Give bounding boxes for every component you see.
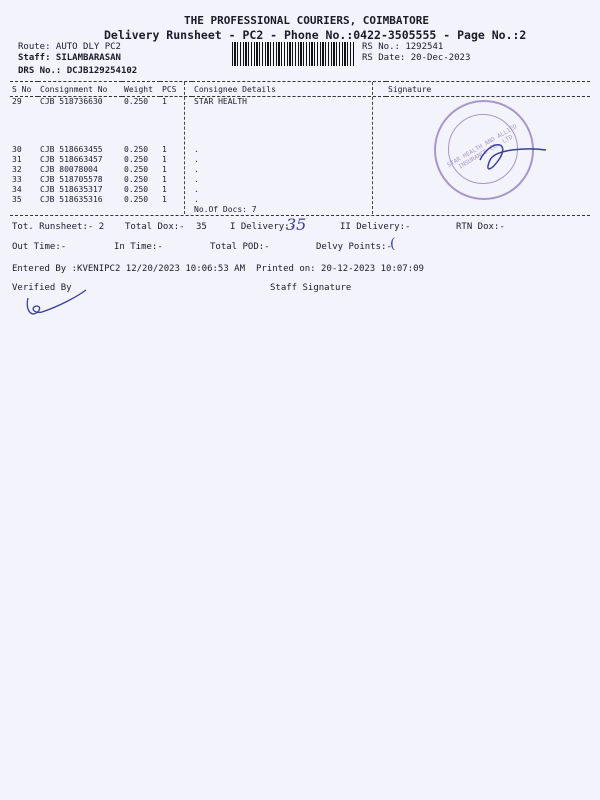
drs-number: DRS No.: DCJB129254102 — [18, 66, 138, 76]
cell-weight: 0.250 — [124, 164, 149, 174]
cell-weight: 0.250 — [124, 154, 149, 164]
cell-sno: 30 — [12, 144, 22, 154]
cell-sno: 33 — [12, 174, 22, 184]
delvy-points: Delvy Points:- — [316, 242, 392, 252]
cell-weight: 0.250 — [124, 97, 149, 106]
signature-column-divider — [372, 82, 373, 214]
cell-pcs: 1 — [162, 154, 167, 164]
cell-consignee: . — [194, 144, 199, 154]
col-signature: Signature — [386, 82, 590, 97]
rs-date: RS Date: 20-Dec-2023 — [362, 53, 471, 63]
i-delivery-label: I Delivery:- — [230, 222, 296, 232]
cell-consignment: CJB 518663455 — [40, 144, 103, 154]
cell-consignment: CJB 518736630 — [40, 97, 103, 106]
runsheet-title: Delivery Runsheet - PC2 - Phone No.:0422-3505555 - Page No.:2 — [104, 28, 527, 42]
cell-consignee: . — [194, 164, 199, 174]
stamp-handwritten-mark — [470, 130, 550, 180]
table-header-row — [10, 82, 590, 97]
barcode — [232, 42, 354, 66]
cell-consignment: CJB 518705578 — [40, 174, 103, 184]
cell-pcs: 1 — [162, 97, 167, 106]
col-pcs: PCS — [160, 82, 192, 97]
rtn-dox-label: RTN Dox:- — [456, 222, 505, 232]
cell-pcs: 1 — [162, 174, 167, 184]
delvy-points-handwritten: ( — [390, 236, 396, 252]
no-of-docs: No.Of Docs: 7 — [194, 204, 257, 214]
company-name: THE PROFESSIONAL COURIERS, COIMBATORE — [184, 14, 430, 27]
staff-signature-label: Staff Signature — [270, 283, 352, 293]
staff-name: Staff: SILAMBARASAN — [18, 53, 121, 63]
out-time: Out Time:- — [12, 242, 67, 252]
cell-sno: 34 — [12, 184, 22, 194]
cell-consignee: . — [194, 154, 199, 164]
cell-consignment: CJB 518635316 — [40, 194, 103, 204]
route: Route: AUTO DLY PC2 — [18, 42, 121, 52]
table-row — [10, 205, 590, 215]
i-delivery-handwritten: 35 — [286, 215, 307, 234]
cell-sno: 35 — [12, 194, 22, 204]
col-sno: S No — [10, 82, 38, 97]
printed-on: Printed on: 20-12-2023 10:07:09 — [256, 264, 424, 274]
verifier-signature — [20, 284, 100, 324]
col-weight: Weight — [122, 82, 160, 97]
cell-consignee: . — [194, 174, 199, 184]
cell-consignee: STAR HEALTH — [194, 97, 247, 106]
stamp-text: STAR HEALTH AND ALLIED INSURANCE CO. LTD — [446, 123, 519, 171]
cell-sno: 32 — [12, 164, 22, 174]
ii-delivery-label: II Delivery:- — [340, 222, 411, 232]
consignee-column-divider — [184, 82, 185, 214]
in-time: In Time:- — [114, 242, 163, 252]
cell-pcs: 1 — [162, 164, 167, 174]
cell-weight: 0.250 — [124, 194, 149, 204]
verified-by-label: Verified By — [12, 283, 72, 293]
cell-consignee: . — [194, 184, 199, 194]
cell-consignment: CJB 80078004 — [40, 164, 98, 174]
total-dox-label: Total Dox:- — [125, 222, 185, 232]
cell-consignee: . — [194, 194, 199, 204]
entered-by: Entered By :KVENIPC2 12/20/2023 10:06:53 AM — [12, 264, 245, 274]
col-consignment: Consignment No — [38, 82, 122, 97]
col-consignee: Consignee Details — [192, 82, 386, 97]
total-pod: Total POD:- — [210, 242, 270, 252]
cell-weight: 0.250 — [124, 184, 149, 194]
rs-number: RS No.: 1292541 — [362, 42, 444, 52]
cell-weight: 0.250 — [124, 144, 149, 154]
cell-consignment: CJB 518635317 — [40, 184, 103, 194]
cell-weight: 0.250 — [124, 174, 149, 184]
total-dox-value: 35 — [196, 222, 207, 232]
cell-sno: 29 — [12, 97, 22, 106]
cell-sno: 31 — [12, 154, 22, 164]
cell-consignment: CJB 518663457 — [40, 154, 103, 164]
cell-pcs: 1 — [162, 194, 167, 204]
cell-pcs: 1 — [162, 184, 167, 194]
cell-pcs: 1 — [162, 144, 167, 154]
tot-runsheet: Tot. Runsheet:- 2 — [12, 222, 105, 232]
